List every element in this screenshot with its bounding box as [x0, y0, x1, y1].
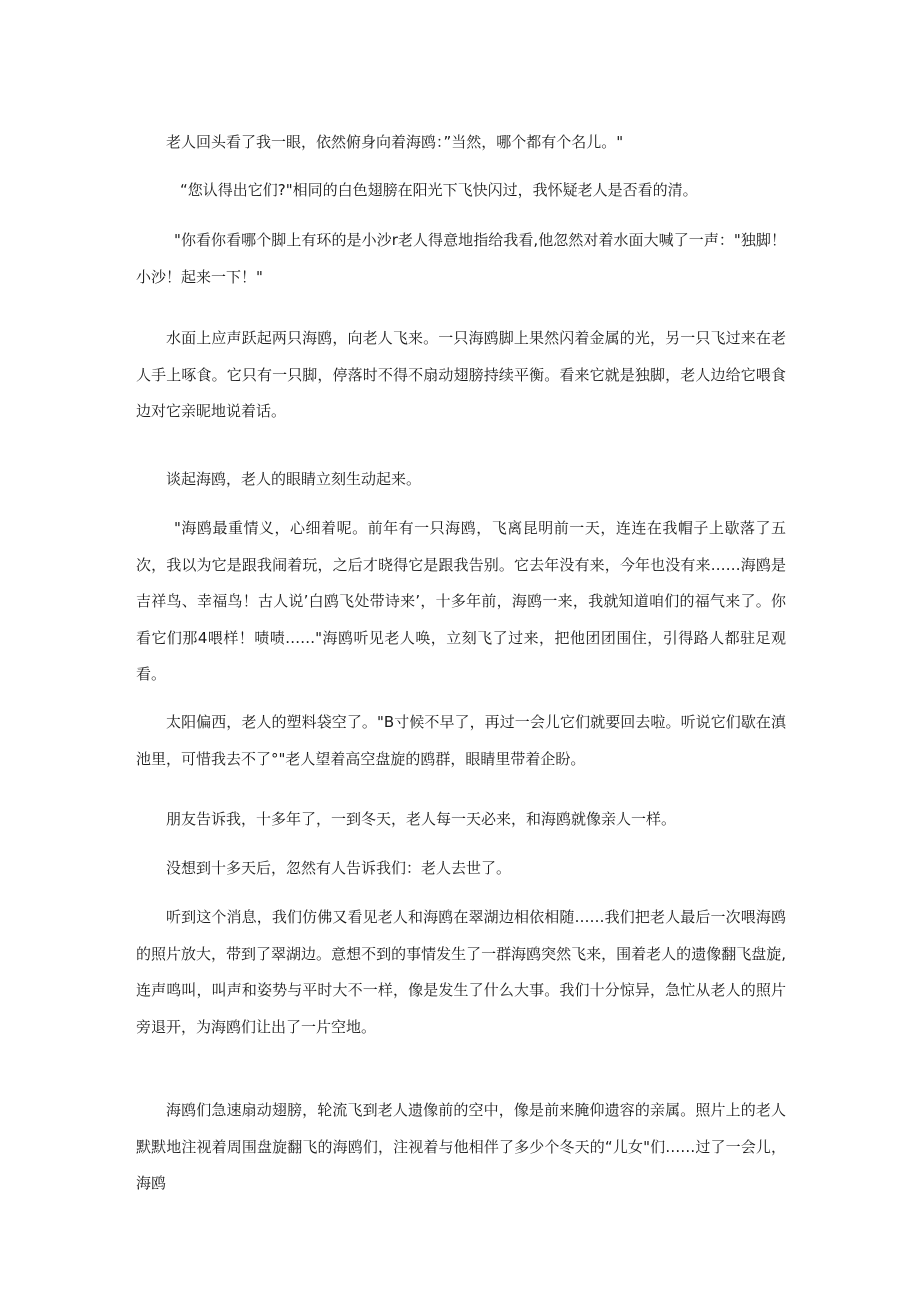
paragraph-11: 海鸥们急速扇动翅膀，轮流飞到老人遗像前的空中，像是前来腌仰遗容的亲属。照片上的老人默默地注视着周围盘旋翻飞的海鸥们，注视着与他相伴了多少个冬天的“儿女"们……过了一会儿，海鸥 — [136, 1101, 786, 1192]
paragraph-8: 朋友告诉我，十多年了，一到冬天，老人每一天必来，和海鸥就像亲人一样。 — [166, 810, 677, 828]
paragraph-6: "海鸥最重情义，心细着呢。前年有一只海鸥，飞离昆明前一天，连连在我帽子上歇落了五次，我以为它是跟我闹着玩，之后才晓得它是跟我告别。它去年没有来，今年也没有来……海鸥是吉祥鸟、幸福鸟！古人说’白鸥飞处带诗来’，十多年前，海鸥一来，我就知道咱们的福气来了。你看它们那4喂样！啧啧……"海鸥听见老人唤，立刻飞了过来，把他团团围住，引得路人都驻足观看。 — [136, 519, 786, 683]
paragraph-5: 谈起海鸥，老人的眼睛立刻生动起来。 — [166, 470, 422, 488]
paragraph-10: 听到这个消息，我们仿佛又看见老人和海鸥在翠湖边相依相随……我们把老人最后一次喂海鸥的照片放大，带到了翠湖边。意想不到的事情发生了一群海鸥突然飞来，围着老人的遗像翻飞盘旋,连声鸣叫，叫声和姿势与平时大不一样，像是发生了什么大事。我们十分惊异，急忙从老人的照片旁退开，为海鸥们让出了一片空地。 — [136, 908, 786, 1036]
paragraph-9: 没想到十多天后，忽然有人告诉我们：老人去世了。 — [166, 859, 512, 877]
paragraph-2: “您认得出它们?"相同的白色翅膀在阳光下飞快闪过，我怀疑老人是否看的清。 — [180, 181, 698, 199]
paragraph-3: "你看你看哪个脚上有环的是小沙r老人得意地指给我看,他忽然对着水面大喊了一声："独脚！小沙！起来一下！" — [136, 231, 786, 286]
paragraph-7: 太阳偏西，老人的塑料袋空了。"B寸候不早了，再过一会儿它们就要回去啦。听说它们歇在滇池里，可惜我去不了°"老人望着高空盘旋的鸥群，眼睛里带着企盼。 — [136, 713, 786, 768]
paragraph-4: 水面上应声跃起两只海鸥，向老人飞来。一只海鸥脚上果然闪着金属的光，另一只飞过来在老人手上啄食。它只有一只脚，停落时不得不扇动翅膀持续平衡。看来它就是独脚，老人边给它喂食边对它亲昵地说着话。 — [136, 329, 786, 420]
paragraph-1: 老人回头看了我一眼，依然俯身向着海鸥：”当然，哪个都有个名儿。" — [166, 133, 624, 151]
